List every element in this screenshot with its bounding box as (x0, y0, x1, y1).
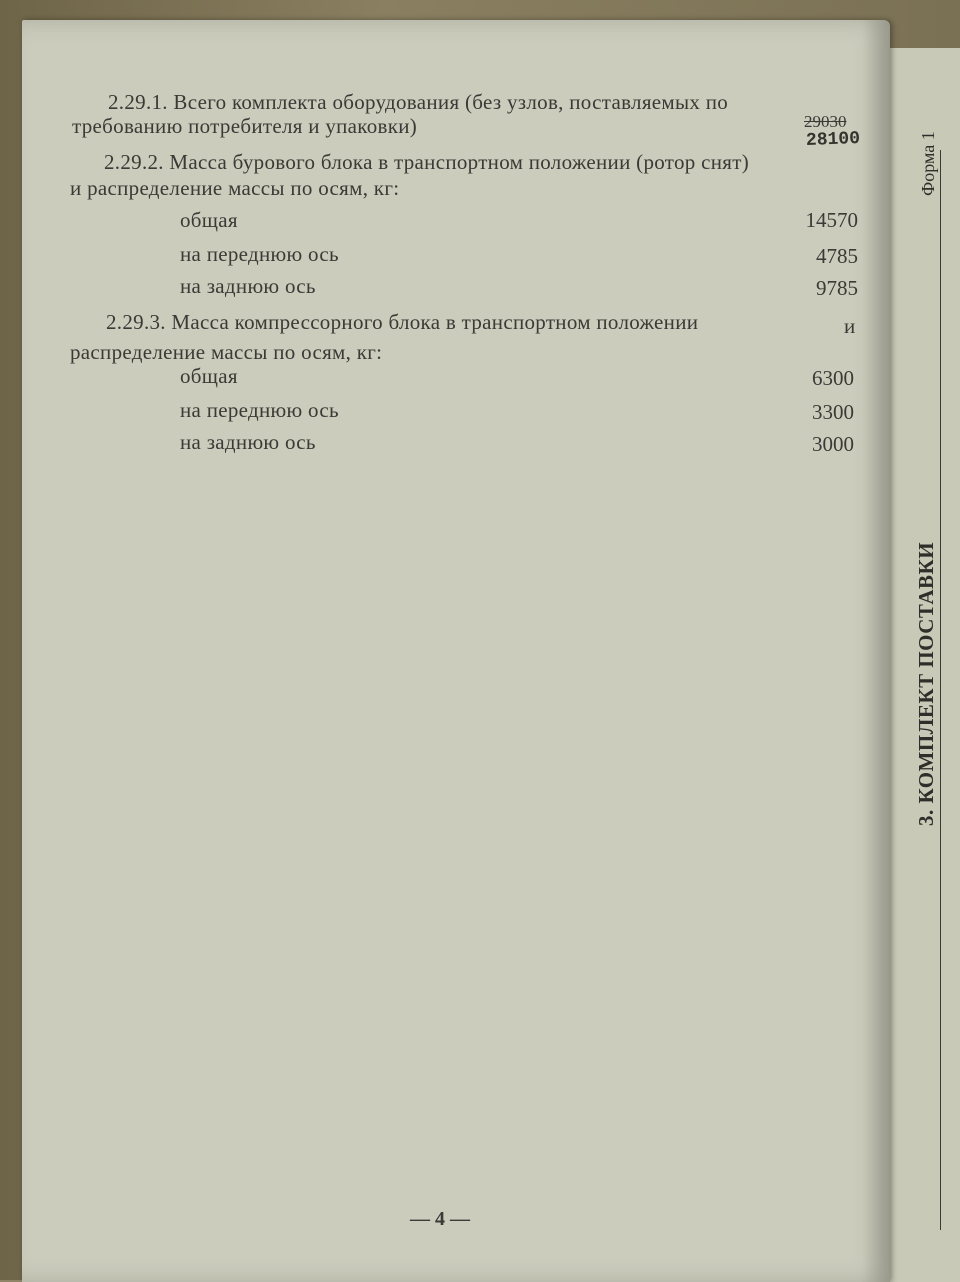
item-2293-row-value: 6300 (812, 366, 854, 390)
item-2291-old-value: 29030 (804, 112, 847, 131)
item-2291-stamped-value: 28100 (805, 129, 861, 151)
item-2291-line2: требованию потребителя и упаковки) (72, 114, 418, 138)
item-2293-row-value: 3300 (812, 400, 854, 424)
item-2292-row-value: 4785 (816, 244, 858, 268)
item-2292-line2: и распределение массы по осям, кг: (70, 176, 400, 200)
item-2293-row-value: 3000 (812, 432, 854, 456)
item-2293-row-label: на переднюю ось (180, 398, 339, 422)
item-2293-line1-end: и (844, 314, 856, 338)
side-form-label: Форма 1 (918, 131, 938, 196)
item-2292-row-label: на заднюю ось (180, 274, 316, 298)
page-number: — 4 — (410, 1208, 470, 1230)
item-2293-row-label: на заднюю ось (180, 430, 316, 454)
item-2293-line2: распределение массы по осям, кг: (70, 340, 383, 364)
item-2292-row-value: 14570 (805, 208, 858, 232)
item-2292-row-value: 9785 (816, 276, 858, 300)
item-2291-line1: 2.29.1. Всего комплекта оборудования (без узлов, поставляемых по (108, 90, 729, 114)
item-2292-line1: 2.29.2. Масса бурового блока в транспортном положении (ротор снят) (104, 150, 750, 174)
adjacent-page-rule (940, 150, 941, 1230)
item-2292-row-label: на переднюю ось (180, 242, 339, 266)
item-2292-row-label: общая (180, 208, 238, 232)
item-2293-line1: 2.29.3. Масса компрессорного блока в транспортном положении (106, 310, 699, 334)
item-2293-row-label: общая (180, 364, 238, 388)
side-section-title: 3. КОМПЛЕКТ ПОСТАВКИ (914, 541, 938, 826)
